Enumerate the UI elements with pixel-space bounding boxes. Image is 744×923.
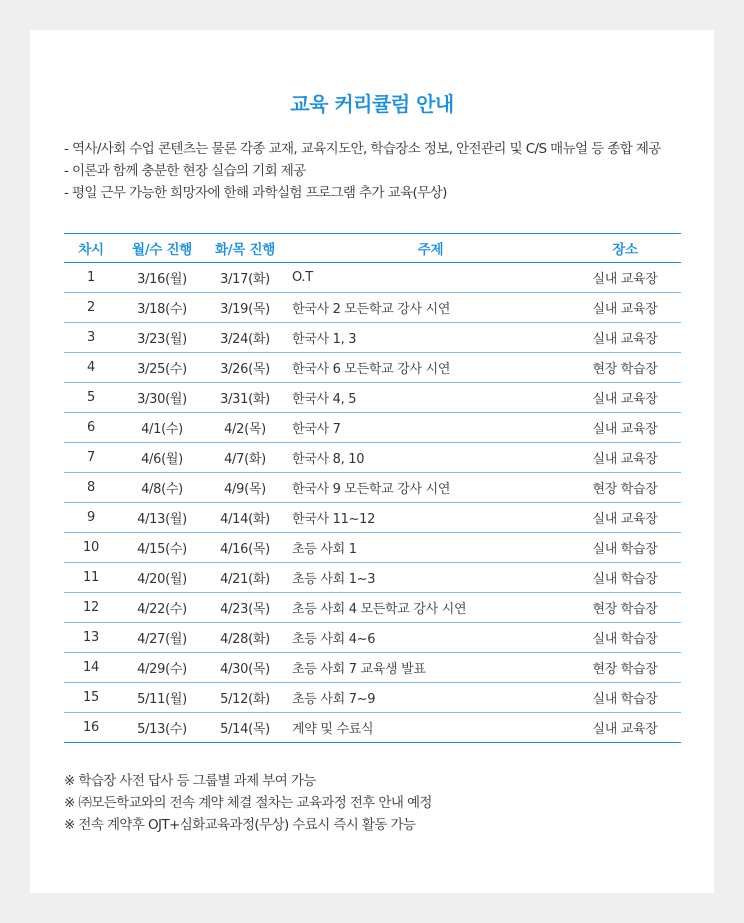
cell-tue-thu: 4/14(화) — [206, 503, 284, 533]
cell-mon-wed: 4/8(수) — [118, 473, 206, 503]
cell-tue-thu: 3/24(화) — [206, 323, 284, 353]
cell-place: 실내 학습장 — [569, 683, 681, 713]
cell-place: 실내 교육장 — [569, 293, 681, 323]
intro-item: - 역사/사회 수업 콘텐츠는 물론 각종 교재, 교육지도안, 학습장소 정보, 안전관리 및 C/S 매뉴얼 등 종합 제공 — [64, 141, 661, 157]
cell-topic: 한국사 8, 10 — [284, 443, 569, 473]
cell-session: 3 — [64, 323, 118, 353]
table-body — [64, 263, 681, 743]
curriculum-table — [64, 233, 681, 743]
cell-place: 실내 학습장 — [569, 533, 681, 563]
header-tue-thu: 화/목 진행 — [206, 234, 284, 263]
table-row — [64, 623, 681, 653]
cell-mon-wed: 4/27(월) — [118, 623, 206, 653]
cell-place: 실내 교육장 — [569, 503, 681, 533]
cell-topic: 한국사 11~12 — [284, 503, 569, 533]
header-mon-wed: 월/수 진행 — [118, 234, 206, 263]
cell-mon-wed: 3/23(월) — [118, 323, 206, 353]
cell-tue-thu: 3/31(화) — [206, 383, 284, 413]
cell-place: 실내 교육장 — [569, 383, 681, 413]
cell-place: 실내 교육장 — [569, 443, 681, 473]
cell-tue-thu: 4/16(목) — [206, 533, 284, 563]
cell-place: 현장 학습장 — [569, 593, 681, 623]
note-item: ※ ㈜모든학교와의 전속 계약 체결 절차는 교육과정 전후 안내 예정 — [64, 795, 432, 811]
cell-tue-thu: 5/12(화) — [206, 683, 284, 713]
cell-session: 16 — [64, 713, 118, 743]
cell-session: 10 — [64, 533, 118, 563]
cell-session: 4 — [64, 353, 118, 383]
intro-list — [64, 138, 694, 204]
cell-topic: 한국사 9 모든학교 강사 시연 — [284, 473, 569, 503]
cell-tue-thu: 4/9(목) — [206, 473, 284, 503]
table-row — [64, 533, 681, 563]
cell-topic: 초등 사회 1 — [284, 533, 569, 563]
cell-place: 현장 학습장 — [569, 653, 681, 683]
table-row — [64, 353, 681, 383]
cell-mon-wed: 3/18(수) — [118, 293, 206, 323]
table-row — [64, 683, 681, 713]
cell-tue-thu: 4/21(화) — [206, 563, 284, 593]
table-row — [64, 473, 681, 503]
cell-session: 1 — [64, 263, 118, 293]
cell-mon-wed: 3/16(월) — [118, 263, 206, 293]
table-row — [64, 293, 681, 323]
cell-topic: 한국사 1, 3 — [284, 323, 569, 353]
header-topic: 주제 — [284, 234, 569, 263]
cell-topic: 한국사 7 — [284, 413, 569, 443]
cell-session: 2 — [64, 293, 118, 323]
intro-item: - 이론과 함께 충분한 현장 실습의 기회 제공 — [64, 163, 306, 179]
cell-topic: 한국사 2 모든학교 강사 시연 — [284, 293, 569, 323]
cell-place: 실내 학습장 — [569, 623, 681, 653]
cell-session: 9 — [64, 503, 118, 533]
note-item: ※ 학습장 사전 답사 등 그룹별 과제 부여 가능 — [64, 773, 316, 789]
cell-mon-wed: 3/25(수) — [118, 353, 206, 383]
header-place: 장소 — [569, 234, 681, 263]
cell-mon-wed: 4/6(월) — [118, 443, 206, 473]
page-title: 교육 커리큘럼 안내 — [290, 92, 454, 116]
cell-session: 14 — [64, 653, 118, 683]
cell-mon-wed: 4/20(월) — [118, 563, 206, 593]
cell-tue-thu: 3/19(목) — [206, 293, 284, 323]
table-row — [64, 413, 681, 443]
cell-place: 현장 학습장 — [569, 473, 681, 503]
cell-tue-thu: 3/17(화) — [206, 263, 284, 293]
cell-tue-thu: 4/28(화) — [206, 623, 284, 653]
cell-session: 6 — [64, 413, 118, 443]
cell-place: 실내 교육장 — [569, 323, 681, 353]
table-row — [64, 263, 681, 293]
cell-mon-wed: 5/11(월) — [118, 683, 206, 713]
cell-place: 실내 교육장 — [569, 713, 681, 743]
note-item: ※ 전속 계약후 OJT+심화교육과정(무상) 수료시 즉시 활동 가능 — [64, 817, 416, 833]
cell-topic: 계약 및 수료식 — [284, 713, 569, 743]
cell-tue-thu: 4/2(목) — [206, 413, 284, 443]
table-row — [64, 653, 681, 683]
cell-place: 실내 교육장 — [569, 263, 681, 293]
cell-session: 7 — [64, 443, 118, 473]
cell-mon-wed: 4/22(수) — [118, 593, 206, 623]
cell-mon-wed: 4/13(월) — [118, 503, 206, 533]
cell-tue-thu: 3/26(목) — [206, 353, 284, 383]
cell-topic: 초등 사회 7 교육생 발표 — [284, 653, 569, 683]
cell-mon-wed: 4/29(수) — [118, 653, 206, 683]
cell-tue-thu: 4/7(화) — [206, 443, 284, 473]
cell-session: 8 — [64, 473, 118, 503]
table-row — [64, 593, 681, 623]
table-row — [64, 383, 681, 413]
cell-mon-wed: 4/15(수) — [118, 533, 206, 563]
cell-tue-thu: 5/14(목) — [206, 713, 284, 743]
table-row — [64, 443, 681, 473]
cell-session: 12 — [64, 593, 118, 623]
cell-session: 11 — [64, 563, 118, 593]
table-header-row — [64, 234, 681, 263]
cell-session: 13 — [64, 623, 118, 653]
cell-place: 실내 학습장 — [569, 563, 681, 593]
cell-mon-wed: 5/13(수) — [118, 713, 206, 743]
cell-topic: 초등 사회 4 모든학교 강사 시연 — [284, 593, 569, 623]
table-row — [64, 323, 681, 353]
cell-tue-thu: 4/23(목) — [206, 593, 284, 623]
cell-session: 5 — [64, 383, 118, 413]
cell-topic: 한국사 6 모든학교 강사 시연 — [284, 353, 569, 383]
cell-topic: 초등 사회 7~9 — [284, 683, 569, 713]
cell-place: 실내 교육장 — [569, 413, 681, 443]
cell-topic: 한국사 4, 5 — [284, 383, 569, 413]
cell-mon-wed: 4/1(수) — [118, 413, 206, 443]
table-row — [64, 503, 681, 533]
cell-topic: O.T — [284, 263, 569, 293]
cell-mon-wed: 3/30(월) — [118, 383, 206, 413]
notes-list — [64, 770, 694, 836]
cell-place: 현장 학습장 — [569, 353, 681, 383]
cell-tue-thu: 4/30(목) — [206, 653, 284, 683]
table-row — [64, 563, 681, 593]
cell-topic: 초등 사회 4~6 — [284, 623, 569, 653]
curriculum-card — [30, 30, 714, 893]
cell-session: 15 — [64, 683, 118, 713]
header-session: 차시 — [64, 234, 118, 263]
intro-item: - 평일 근무 가능한 희망자에 한해 과학실험 프로그램 추가 교육(무상) — [64, 185, 447, 201]
table-row — [64, 713, 681, 743]
cell-topic: 초등 사회 1~3 — [284, 563, 569, 593]
